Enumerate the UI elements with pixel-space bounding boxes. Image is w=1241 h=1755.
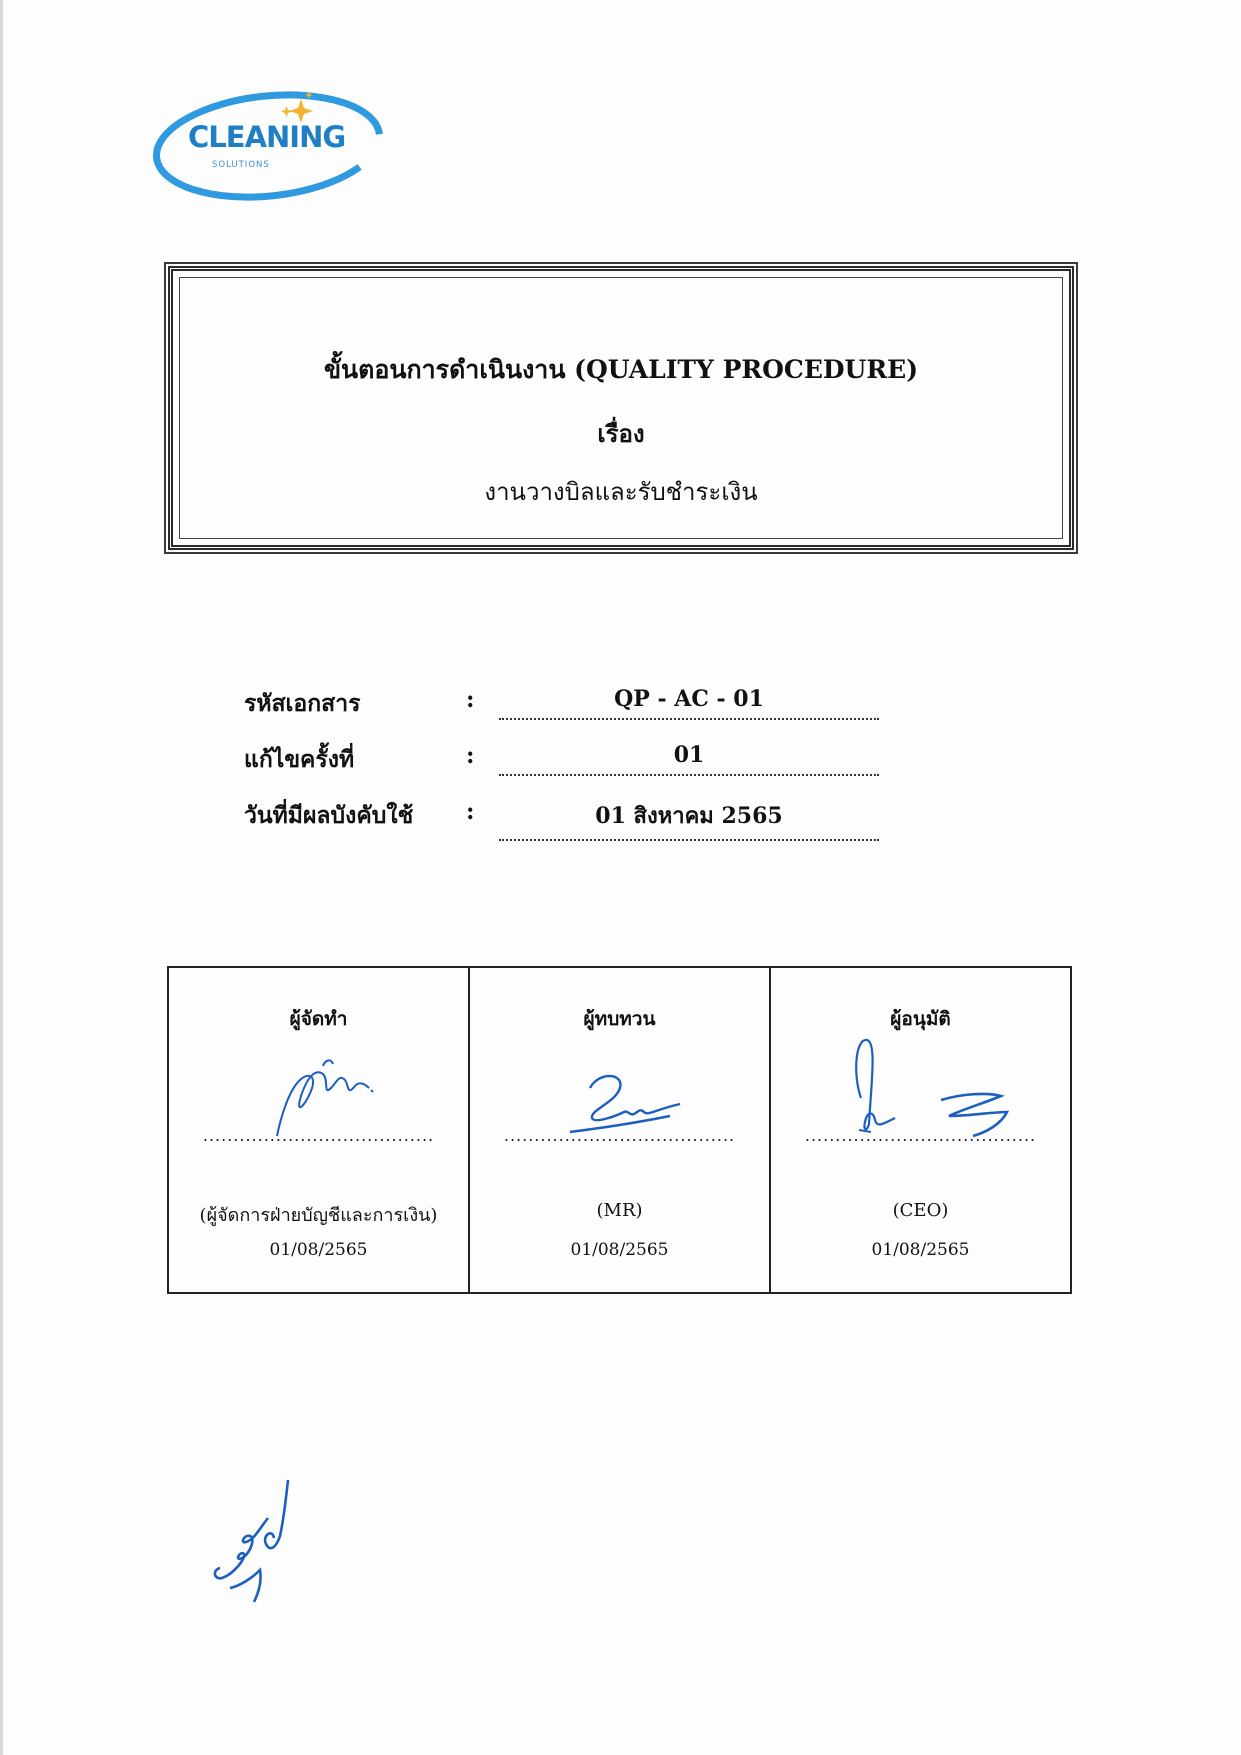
logo-wordmark: CLEANING xyxy=(188,120,346,154)
info-colon: : xyxy=(466,798,475,825)
info-colon: : xyxy=(466,686,475,713)
signature-cell-approved xyxy=(770,967,1071,1293)
signature-heading: ผู้ทบทวน xyxy=(583,1008,656,1030)
subject-label: เรื่อง xyxy=(597,419,645,448)
signature-heading: ผู้จัดทำ xyxy=(289,1008,348,1030)
signature-date: 01/08/2565 xyxy=(871,1240,970,1260)
signature-cell-reviewed xyxy=(469,967,770,1293)
signature-role: (MR) xyxy=(596,1200,643,1221)
info-row-revision xyxy=(244,742,894,798)
signature-date: 01/08/2565 xyxy=(570,1240,669,1260)
signature-line: ...................................... xyxy=(804,1126,1037,1145)
signature-line: ...................................... xyxy=(503,1126,736,1145)
info-colon: : xyxy=(466,742,475,769)
info-value-revision: 01 xyxy=(499,742,879,776)
signature-heading: ผู้อนุมัติ xyxy=(890,1008,951,1030)
signature-line: ...................................... xyxy=(202,1126,435,1145)
info-row-doc-code xyxy=(244,686,894,742)
title-inner-border xyxy=(179,277,1063,539)
document-info xyxy=(244,686,894,854)
signature-cell-prepared xyxy=(168,967,469,1293)
info-value-doc-code: QP - AC - 01 xyxy=(499,686,879,720)
info-label: รหัสเอกสาร xyxy=(244,690,361,717)
info-label: แก้ไขครั้งที่ xyxy=(244,746,355,773)
logo-subtitle: SOLUTIONS xyxy=(212,160,270,170)
company-logo xyxy=(148,80,398,205)
handwritten-initials xyxy=(200,1478,310,1608)
procedure-heading: ขั้นตอนการดำเนินงาน (QUALITY PROCEDURE) xyxy=(323,355,919,384)
subject-title: งานวางบิลและรับชำระเงิน xyxy=(484,478,758,506)
signature-role: (ผู้จัดการฝ่ายบัญชีและการเงิน) xyxy=(199,1205,438,1226)
signature-role: (CEO) xyxy=(892,1200,949,1221)
signature-date: 01/08/2565 xyxy=(269,1240,368,1260)
page-edge xyxy=(0,0,3,1755)
info-label: วันที่มีผลบังคับใช้ xyxy=(244,802,414,829)
info-row-effective-date xyxy=(244,798,894,854)
title-frame xyxy=(168,266,1074,550)
signature-table xyxy=(167,966,1072,1294)
info-value-effective-date: 01 สิงหาคม 2565 xyxy=(499,798,879,841)
